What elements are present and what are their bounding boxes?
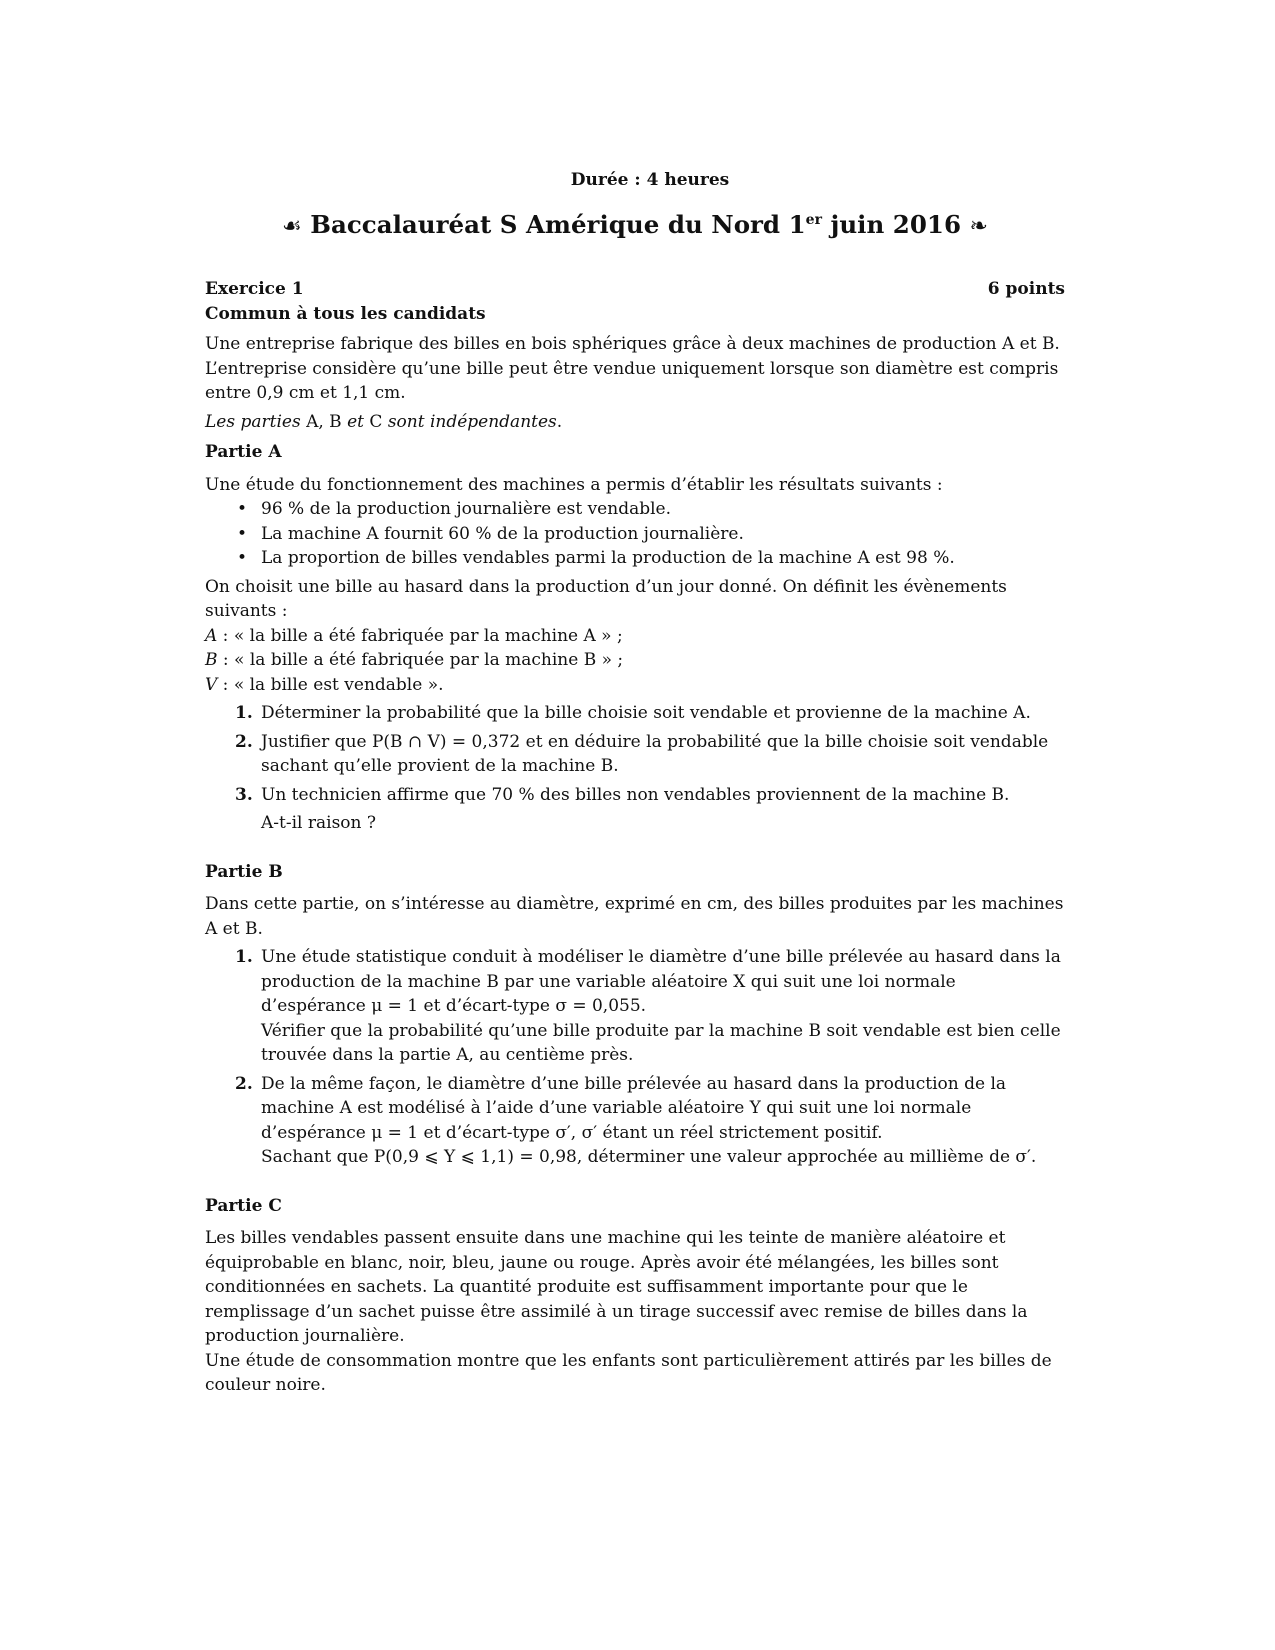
question-text: Une étude statistique conduit à modéliser le diamètre d’une bille prélevée au hasard dans la production de la machine B par une variable aléatoire X qui suit une loi normale d’espérance μ = 1 et d’écart-type σ = 0,055. (261, 947, 1061, 1016)
question-item (235, 1072, 1065, 1170)
event-text: : « la bille a été fabriquée par la machine A » ; (217, 625, 623, 646)
page-title (205, 209, 1065, 240)
part-c-heading: Partie C (205, 1195, 282, 1216)
question-text: Un technicien affirme que 70 % des billes non vendables proviennent de la machine B. (261, 784, 1010, 805)
event-symbol: A (205, 625, 218, 646)
independence-part4: C (363, 411, 388, 432)
event-text: : « la bille a été fabriquée par la machine B » ; (217, 650, 624, 670)
event-symbol: V (205, 674, 218, 695)
duration-label: Durée : 4 heures (570, 170, 730, 190)
exercise-audience: Commun à tous les candidats (205, 303, 486, 324)
question-extra: Vérifier que la probabilité qu’une bille produite par la machine B soit vendable est bien celle trouvée dans la partie A, au centième près. (261, 1020, 1061, 1065)
event-symbol: B (205, 650, 218, 670)
independence-part1: Les parties (205, 411, 301, 432)
independence-part3: et (347, 411, 364, 432)
event-text: : « la bille est vendable ». (217, 674, 444, 695)
exercise-points: 6 points (987, 279, 1065, 299)
exam-page (205, 168, 1065, 1398)
list-item: • 96 % de la production journalière est vendable. (261, 497, 1065, 522)
part-a-questions (205, 701, 1065, 836)
event-b (205, 648, 1065, 673)
question-number: 3. (235, 784, 253, 805)
question-text: Justifier que P(B ∩ V) = 0,372 et en déduire la probabilité que la bille choisie soit vendable sachant qu’elle provient de la machine B. (261, 731, 1049, 776)
part-c-paragraph-1: Les billes vendables passent ensuite dans une machine qui les teinte de manière aléatoire et équiprobable en blanc, noir, bleu, jaune ou rouge. Après avoir été mélangées, les billes sont conditionnées en sachets. La quantité produite est suffisamment importante pour que le remplissage d’un sachet puisse être assimilé à un tirage successif avec remise de billes dans la production journalière. (205, 1228, 1028, 1346)
part-c-paragraph-2: Une étude de consommation montre que les enfants sont particulièrement attirés par les billes de couleur noire. (205, 1350, 1052, 1395)
question-number: 1. (235, 947, 253, 967)
part-b-heading: Partie B (205, 861, 283, 882)
question-item (235, 730, 1065, 779)
title-rest: juin 2016 (821, 209, 961, 239)
question-item (235, 945, 1065, 1068)
part-a-heading: Partie A (205, 442, 282, 462)
part-b-intro: Dans cette partie, on s’intéresse au diamètre, exprimé en cm, des billes produites par les machines A et B. (205, 894, 1064, 939)
independence-note (205, 410, 1065, 435)
question-item (235, 783, 1065, 836)
question-number: 2. (235, 1073, 253, 1094)
question-number: 1. (235, 703, 253, 723)
part-b-questions (205, 945, 1065, 1170)
list-item: • La machine A fournit 60 % de la production journalière. (261, 522, 1065, 547)
question-text: Déterminer la probabilité que la bille choisie soit vendable et provienne de la machine A. (261, 703, 1031, 723)
event-a (205, 624, 1065, 649)
independence-part6: . (556, 411, 563, 432)
independence-part2: A, B (300, 411, 348, 432)
event-v (205, 673, 1065, 698)
question-number: 2. (235, 731, 253, 752)
title-main: Baccalauréat S Amérique du Nord 1 (310, 209, 806, 239)
exercise-header (205, 277, 1065, 302)
list-item: • La proportion de billes vendables parmi la production de la machine A est 98 %. (261, 546, 1065, 571)
part-a-choice: On choisit une bille au hasard dans la production d’un jour donné. On définit les évènements suivants : (205, 576, 1007, 621)
exercise-name: Exercice 1 (205, 279, 304, 299)
exercise-intro: Une entreprise fabrique des billes en bois sphériques grâce à deux machines de production A et B. L’entreprise considère qu’une bille peut être vendue uniquement lorsque son diamètre est compris entre 0,9 cm et 1,1 cm. (205, 334, 1060, 403)
title-superscript: er (805, 211, 822, 228)
question-text: De la même façon, le diamètre d’une bille prélevée au hasard dans la production de la machine A est modélisé à l’aide d’une variable aléatoire Y qui suit une loi normale d’espérance μ = 1 et d’écart-type σ′, σ′ étant un réel strictement positif. (261, 1073, 1007, 1143)
independence-part5: sont indépendantes (387, 411, 557, 432)
question-extra: Sachant que P(0,9 ⩽ Y ⩽ 1,1) = 0,98, déterminer une valeur approchée au millième de σ′. (261, 1147, 1037, 1167)
part-a-bullets (205, 497, 1065, 571)
ornament-right-icon: ❧ (969, 213, 988, 239)
part-a-intro: Une étude du fonctionnement des machines a permis d’établir les résultats suivants : (205, 474, 943, 495)
question-item (235, 701, 1065, 726)
ornament-left-icon: ☙ (282, 213, 302, 239)
question-extra: A-t-il raison ? (261, 813, 376, 833)
